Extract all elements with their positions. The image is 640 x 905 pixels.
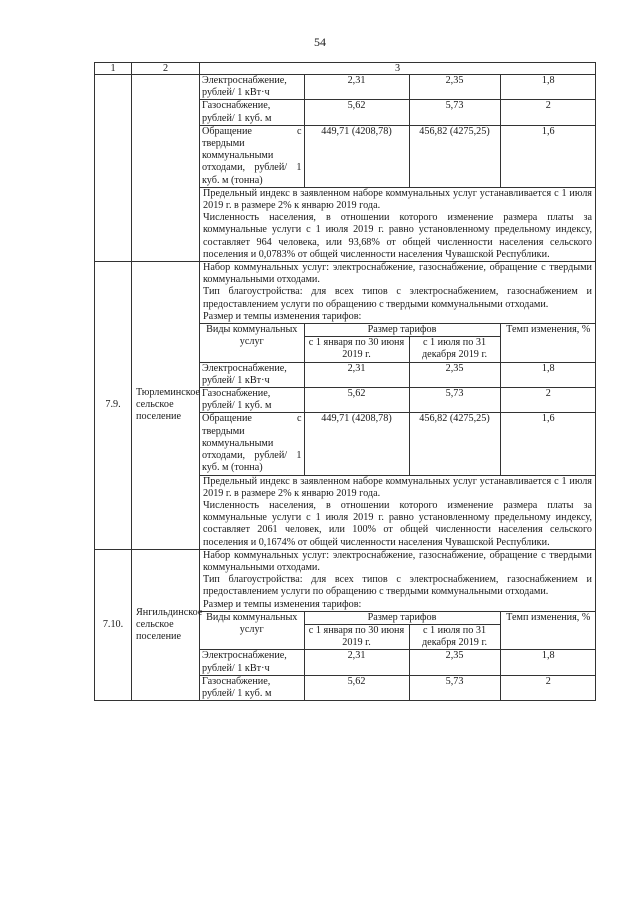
service-name: Электроснабжение, рублей/ 1 кВт·ч xyxy=(200,75,304,100)
service-row xyxy=(200,413,596,475)
continued-tariff-table xyxy=(200,75,596,188)
population-text: Численность населения, в отношении которого изменение размера платы за коммунальные услуги с 1 июля 2019 г. равно установленному предельному индексу, составляет 964 человека, или 93,68% от общей численности населения сельского поселения и 0,0783% от общей численности населения Чувашской Республики. xyxy=(203,212,592,260)
page-number: 54 xyxy=(314,35,326,49)
header-service-types: Виды коммунальных услуг xyxy=(200,324,304,363)
tariff-table xyxy=(200,611,596,700)
tariff-period2: 2,35 xyxy=(409,650,500,675)
tariff-period2: 456,82 (4275,25) xyxy=(409,125,500,187)
service-name: Газоснабжение, рублей/ 1 куб. м xyxy=(200,675,304,700)
settlement-row xyxy=(95,262,596,550)
tariff-rate: 1,6 xyxy=(500,413,596,475)
column-number-3: 3 xyxy=(200,63,596,75)
tariff-period2: 2,35 xyxy=(409,75,500,100)
index-text: Предельный индекс в заявленном наборе коммунальных услуг устанавливается с 1 июля 2019 г. в размере 2% к январю 2019 года. xyxy=(203,475,592,499)
header-tariff-size: Размер тарифов xyxy=(304,324,500,337)
tariff-caption: Размер и темпы изменения тарифов: xyxy=(203,598,362,610)
tariff-period2: 5,73 xyxy=(409,100,500,125)
tariff-period1: 5,62 xyxy=(304,100,409,125)
header-change-rate: Темп изменения, % xyxy=(500,324,596,363)
header-period1: с 1 января по 30 июня 2019 г. xyxy=(304,624,409,649)
settlement-name: Тюрлеминское сельское поселение xyxy=(132,262,200,550)
tariff-period2: 2,35 xyxy=(409,362,500,387)
service-row xyxy=(200,362,596,387)
continued-row xyxy=(95,75,596,262)
settlement-row xyxy=(95,549,596,700)
tariff-rate: 1,8 xyxy=(500,650,596,675)
tariff-rate: 1,6 xyxy=(500,125,596,187)
tariff-rate: 1,8 xyxy=(500,75,596,100)
header-period2: с 1 июля по 31 декабря 2019 г. xyxy=(409,337,500,362)
header-change-rate: Темп изменения, % xyxy=(500,611,596,650)
service-row xyxy=(200,675,596,700)
service-name: Электроснабжение, рублей/ 1 кВт·ч xyxy=(200,362,304,387)
tariff-period1: 449,71 (4208,78) xyxy=(304,125,409,187)
tariff-period2: 5,73 xyxy=(409,388,500,413)
header-tariff-size: Размер тарифов xyxy=(304,611,500,624)
tariff-period1: 2,31 xyxy=(304,650,409,675)
tariff-period1: 2,31 xyxy=(304,75,409,100)
service-row xyxy=(200,100,596,125)
service-name: Электроснабжение, рублей/ 1 кВт·ч xyxy=(200,650,304,675)
tariff-header-row xyxy=(200,324,596,337)
tariff-period1: 5,62 xyxy=(304,388,409,413)
service-row xyxy=(200,650,596,675)
column-numbers-row xyxy=(95,63,596,75)
column-number-2: 2 xyxy=(132,63,200,75)
tariff-rate: 2 xyxy=(500,675,596,700)
service-name: Обращение с твердыми коммунальными отходами, рублей/ 1 куб. м (тонна) xyxy=(200,125,304,187)
tariff-rate: 2 xyxy=(500,100,596,125)
service-row xyxy=(200,125,596,187)
tariff-caption: Размер и темпы изменения тарифов: xyxy=(203,310,362,322)
header-period2: с 1 июля по 31 декабря 2019 г. xyxy=(409,624,500,649)
improvement-type-text: Тип благоустройства: для всех типов с электроснабжением, газоснабжением и предоставлением услуги по обращению с твердыми коммунальными отходами. xyxy=(203,574,592,598)
settlement-name: Янгильдинское сельское поселение xyxy=(132,549,200,700)
service-name: Газоснабжение, рублей/ 1 куб. м xyxy=(200,388,304,413)
row-number: 7.10. xyxy=(95,549,132,700)
header-period1: с 1 января по 30 июня 2019 г. xyxy=(304,337,409,362)
tariff-header-row xyxy=(200,611,596,624)
row-number: 7.9. xyxy=(95,262,132,550)
service-name: Обращение с твердыми коммунальными отходами, рублей/ 1 куб. м (тонна) xyxy=(200,413,304,475)
tariff-period1: 5,62 xyxy=(304,675,409,700)
tariff-rate: 2 xyxy=(500,388,596,413)
service-name: Газоснабжение, рублей/ 1 куб. м xyxy=(200,100,304,125)
tariff-rate: 1,8 xyxy=(500,362,596,387)
service-row xyxy=(200,75,596,100)
service-set-text: Набор коммунальных услуг: электроснабжение, газоснабжение, обращение с твердыми коммунальными отходами. xyxy=(203,549,592,573)
tariff-document-table xyxy=(94,62,596,701)
service-set-text: Набор коммунальных услуг: электроснабжение, газоснабжение, обращение с твердыми коммунальными отходами. xyxy=(203,262,592,286)
column-number-1: 1 xyxy=(95,63,132,75)
header-service-types: Виды коммунальных услуг xyxy=(200,611,304,650)
index-text: Предельный индекс в заявленном наборе коммунальных услуг устанавливается с 1 июля 2019 г. в размере 2% к январю 2019 года. xyxy=(203,187,592,212)
population-text: Численность населения, в отношении которого изменение размера платы за коммунальные услуги с 1 июля 2019 г. равно установленному предельному индексу, составляет 2061 человек, или 100% от общей численности населения сельского поселения и 0,1674% от общей численности населения Чувашской Республики. xyxy=(203,499,592,548)
service-row xyxy=(200,388,596,413)
tariff-period2: 5,73 xyxy=(409,675,500,700)
tariff-period1: 2,31 xyxy=(304,362,409,387)
improvement-type-text: Тип благоустройства: для всех типов с электроснабжением, газоснабжением и предоставлением услуги по обращению с твердыми коммунальными отходами. xyxy=(203,286,592,310)
tariff-table xyxy=(200,323,596,475)
tariff-period2: 456,82 (4275,25) xyxy=(409,413,500,475)
tariff-period1: 449,71 (4208,78) xyxy=(304,413,409,475)
